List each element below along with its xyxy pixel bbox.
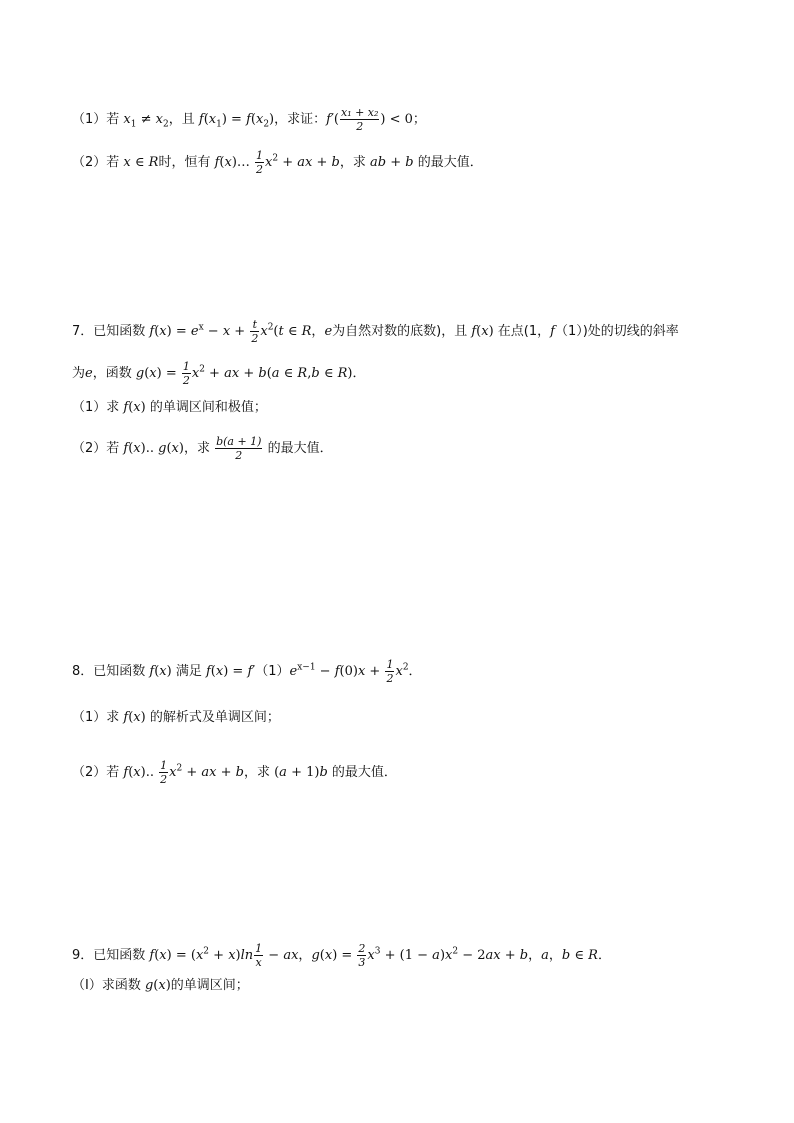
math-symbol: f xyxy=(149,324,155,339)
math-operator: ( xyxy=(333,112,339,127)
math-operator: ) xyxy=(140,710,146,725)
text-run: （Ⅰ）求函数 xyxy=(72,978,145,993)
math-symbol: ax xyxy=(485,948,501,963)
math-symbol: x xyxy=(123,112,131,127)
p7-stem-line2 xyxy=(72,360,365,387)
text-run: ， xyxy=(548,948,562,963)
math-operator: − xyxy=(203,324,223,339)
math-operator: ( xyxy=(274,765,280,780)
math-operator: + (1 − xyxy=(380,948,433,963)
math-symbol: f xyxy=(149,664,155,679)
fraction-denominator: 3 xyxy=(358,956,366,969)
math-symbol: x xyxy=(133,765,141,780)
math-symbol: x xyxy=(208,112,217,127)
math-operator: (0) xyxy=(339,664,358,679)
superscript: 2 xyxy=(267,322,274,333)
math-symbol: g xyxy=(158,441,167,456)
text-run: （2）若 xyxy=(72,155,124,170)
p8-stem xyxy=(72,658,422,685)
p7-stem-line1 xyxy=(72,318,679,345)
math-operator: )… xyxy=(231,155,255,170)
text-run: ， xyxy=(311,324,325,339)
math-symbol: a xyxy=(271,366,280,381)
math-symbol: ax xyxy=(224,366,240,381)
math-symbol: ax xyxy=(201,765,217,780)
math-symbol: x xyxy=(195,948,204,963)
fraction-denominator: 2 xyxy=(160,773,168,786)
math-symbol: R xyxy=(297,366,308,381)
math-operator: ( xyxy=(128,400,134,415)
fraction-denominator: 2 xyxy=(386,672,394,685)
p6-part1 xyxy=(72,106,426,133)
math-operator: ).. xyxy=(140,765,159,780)
math-symbol: e xyxy=(190,324,199,339)
math-symbol: x xyxy=(149,366,157,381)
fraction xyxy=(250,318,259,345)
p9-part1 xyxy=(72,976,249,996)
p7-part1 xyxy=(72,398,267,418)
math-operator: ( xyxy=(128,765,134,780)
fraction-numerator: 1 xyxy=(255,942,263,955)
text-run: ，且 xyxy=(168,112,199,127)
text-run: 在点(1， xyxy=(493,324,551,339)
math-operator: ( xyxy=(153,978,159,993)
math-symbol: x xyxy=(159,948,167,963)
math-operator: ( xyxy=(250,112,256,127)
math-operator: − xyxy=(264,948,284,963)
fraction-denominator: 2 xyxy=(256,163,264,176)
math-symbol: x xyxy=(445,948,453,963)
math-symbol: R xyxy=(301,324,312,339)
fraction-numerator: 1 xyxy=(182,360,190,373)
math-symbol: b xyxy=(331,155,340,170)
math-symbol: x xyxy=(158,978,166,993)
text-run: ，函数 xyxy=(92,366,136,381)
math-operator: ) = xyxy=(156,366,181,381)
fraction-numerator: 1 xyxy=(256,149,264,162)
fraction xyxy=(159,759,168,786)
math-operator: + xyxy=(278,155,298,170)
text-run: 为 xyxy=(72,366,86,381)
math-operator: − xyxy=(315,664,335,679)
fraction xyxy=(254,942,263,969)
math-operator: + xyxy=(204,366,225,381)
math-symbol: a xyxy=(541,948,549,963)
math-symbol: g xyxy=(144,978,154,993)
math-operator: ) xyxy=(439,948,446,963)
math-symbol: x xyxy=(169,765,177,780)
math-symbol: a xyxy=(279,765,287,780)
math-operator: ) xyxy=(178,441,184,456)
math-symbol: x xyxy=(367,948,375,963)
superscript: 2 xyxy=(272,153,279,164)
math-operator: ( xyxy=(128,710,134,725)
superscript: 2 xyxy=(199,364,205,375)
p8-part1 xyxy=(72,708,280,728)
text-run: ； xyxy=(412,112,426,127)
math-symbol: x xyxy=(191,366,200,381)
math-symbol: b xyxy=(405,155,414,170)
math-symbol: g xyxy=(311,948,320,963)
math-symbol: g xyxy=(135,366,145,381)
text-run: 的最大值． xyxy=(263,441,333,456)
math-symbol: t xyxy=(278,324,284,339)
math-symbol: e xyxy=(85,366,93,381)
fraction-denominator: 2 xyxy=(356,120,364,133)
math-symbol: b xyxy=(311,366,320,381)
text-run: ，求证： xyxy=(274,112,327,127)
math-symbol: x xyxy=(133,400,141,415)
math-operator: + xyxy=(209,948,229,963)
superscript: 2 xyxy=(203,946,210,957)
math-symbol: x xyxy=(215,664,224,679)
math-symbol: f xyxy=(205,664,211,679)
math-symbol: e xyxy=(289,664,298,679)
math-symbol: x xyxy=(159,324,167,339)
math-symbol: x xyxy=(222,324,231,339)
math-symbol: ln xyxy=(240,948,254,963)
math-operator: ∈ xyxy=(283,324,302,339)
text-run: 的解析式及单调区间； xyxy=(145,710,280,725)
math-operator: + xyxy=(365,664,385,679)
math-symbol: x xyxy=(228,948,236,963)
text-run: （1）求 xyxy=(72,400,124,415)
math-operator: , xyxy=(307,366,312,381)
math-operator: ( xyxy=(319,948,325,963)
text-run: （1）)处的切线的斜率 xyxy=(554,324,679,339)
subscript: 1 xyxy=(130,119,137,130)
p7-part2 xyxy=(72,435,333,462)
math-symbol: x xyxy=(159,664,167,679)
superscript: x−1 xyxy=(297,662,316,673)
math-operator: ( xyxy=(144,366,150,381)
text-run: 7．已知函数 xyxy=(72,324,150,339)
math-operator: ) xyxy=(488,324,494,339)
p6-part2 xyxy=(72,149,483,176)
math-symbol: x xyxy=(357,664,366,679)
text-run: ． xyxy=(597,948,611,963)
math-symbol: R xyxy=(337,366,348,381)
math-operator: ) xyxy=(235,948,241,963)
math-symbol: x xyxy=(171,441,179,456)
math-operator: ) xyxy=(140,400,146,415)
math-symbol: x xyxy=(324,948,333,963)
math-symbol: x xyxy=(395,664,403,679)
fraction-numerator: 2 xyxy=(358,942,366,955)
math-operator: ( xyxy=(219,155,225,170)
math-operator: + xyxy=(312,155,332,170)
math-symbol: R xyxy=(148,155,159,170)
math-symbol: x xyxy=(481,324,489,339)
text-run: 的最大值． xyxy=(413,155,483,170)
text-run: （1）若 xyxy=(72,112,124,127)
math-operator: ) = xyxy=(221,112,247,127)
fraction xyxy=(340,106,379,133)
math-symbol: f xyxy=(198,112,204,127)
math-operator: ) = xyxy=(332,948,357,963)
superscript: 2 xyxy=(176,763,183,774)
math-symbol: f′ xyxy=(247,664,256,679)
math-symbol: f xyxy=(550,324,555,339)
math-symbol: b xyxy=(519,948,529,963)
p8-part2 xyxy=(72,759,397,786)
math-symbol: f xyxy=(123,710,129,725)
math-operator: ∈ xyxy=(279,366,298,381)
math-operator: ) xyxy=(347,366,353,381)
text-run: （1） xyxy=(255,664,290,679)
math-operator: ( xyxy=(154,664,160,679)
math-symbol: x xyxy=(265,155,273,170)
math-operator: ( xyxy=(154,324,160,339)
math-symbol: b xyxy=(319,765,328,780)
fraction-denominator: 2 xyxy=(235,449,243,462)
math-operator: ( xyxy=(154,948,160,963)
math-symbol: R xyxy=(588,948,598,963)
math-symbol: b xyxy=(561,948,571,963)
fraction-numerator: 1 xyxy=(160,759,168,772)
math-operator: ).. xyxy=(140,441,159,456)
text-run: ． xyxy=(408,664,422,679)
text-run: 为自然对数的底数)，且 xyxy=(332,324,472,339)
math-operator: ( xyxy=(166,441,172,456)
math-symbol: x xyxy=(224,155,232,170)
fraction-numerator: b(a + 1) xyxy=(216,435,262,448)
math-operator: ( xyxy=(273,324,279,339)
math-symbol: f xyxy=(471,324,477,339)
math-operator: ( xyxy=(266,366,272,381)
fraction-denominator: 2 xyxy=(251,332,259,345)
fraction-denominator: x xyxy=(255,956,262,969)
math-operator: ) xyxy=(165,978,171,993)
math-symbol: x xyxy=(123,155,131,170)
math-operator: ∈ xyxy=(319,366,338,381)
math-symbol: x xyxy=(133,710,141,725)
math-operator: − 2 xyxy=(458,948,486,963)
math-symbol: a xyxy=(432,948,440,963)
fraction xyxy=(385,658,394,685)
text-run: ，求 xyxy=(339,155,371,170)
math-symbol: e xyxy=(324,324,333,339)
math-operator: ( xyxy=(203,112,209,127)
math-operator: ∈ xyxy=(130,155,149,170)
math-symbol: ax xyxy=(297,155,313,170)
math-symbol: b xyxy=(258,366,267,381)
math-symbol: ab xyxy=(370,155,387,170)
math-symbol: f xyxy=(123,765,129,780)
math-symbol: x xyxy=(255,112,264,127)
fraction-numerator: 1 xyxy=(386,658,394,671)
math-symbol: f xyxy=(123,441,129,456)
math-symbol: x xyxy=(155,112,163,127)
math-symbol: ax xyxy=(283,948,299,963)
math-symbol: x xyxy=(133,441,141,456)
fraction xyxy=(255,149,264,176)
text-run: ， xyxy=(528,948,542,963)
fraction-numerator: t xyxy=(250,318,259,332)
math-operator: ) xyxy=(269,112,275,127)
fraction xyxy=(182,360,191,387)
math-symbol: f xyxy=(246,112,251,127)
text-run: 满足 xyxy=(171,664,206,679)
text-run: ． xyxy=(352,366,366,381)
p9-stem xyxy=(72,942,611,969)
superscript: 3 xyxy=(374,946,381,957)
math-operator: ( xyxy=(128,441,134,456)
math-operator: + xyxy=(230,324,250,339)
text-run: 的单调区间和极值； xyxy=(145,400,267,415)
text-run: 的单调区间； xyxy=(170,978,249,993)
math-operator: ∈ xyxy=(570,948,589,963)
text-run: 的最大值． xyxy=(327,765,397,780)
fraction xyxy=(357,942,366,969)
text-run: （2）若 xyxy=(72,765,124,780)
math-operator: ) = xyxy=(223,664,248,679)
superscript: 2 xyxy=(452,946,459,957)
subscript: 2 xyxy=(263,119,270,130)
math-symbol: f xyxy=(214,155,220,170)
math-symbol: f xyxy=(123,400,129,415)
fraction-numerator: x₁ + x₂ xyxy=(340,106,379,119)
math-operator: + xyxy=(500,948,520,963)
math-operator: + 1) xyxy=(286,765,320,780)
superscript: x xyxy=(198,322,204,333)
math-operator: + xyxy=(182,765,202,780)
subscript: 2 xyxy=(163,119,169,130)
fraction-denominator: 2 xyxy=(182,374,190,387)
math-operator: ( xyxy=(210,664,216,679)
text-run: 9．已知函数 xyxy=(72,948,150,963)
text-run: ，求 xyxy=(243,765,275,780)
subscript: 1 xyxy=(216,119,222,130)
math-operator: ( xyxy=(476,324,482,339)
math-operator: ) = xyxy=(166,324,191,339)
superscript: 2 xyxy=(402,662,409,673)
math-operator: + xyxy=(216,765,236,780)
math-symbol: f xyxy=(149,948,155,963)
text-run: （2）若 xyxy=(72,441,124,456)
math-symbol: x xyxy=(260,324,268,339)
math-symbol: b xyxy=(235,765,244,780)
math-operator: + xyxy=(386,155,406,170)
math-operator: ) xyxy=(166,664,172,679)
math-symbol: f xyxy=(334,664,340,679)
text-run: 8．已知函数 xyxy=(72,664,150,679)
text-run: ，求 xyxy=(183,441,215,456)
text-run: （1）求 xyxy=(72,710,124,725)
math-symbol: f′ xyxy=(326,112,334,127)
math-operator: ) = ( xyxy=(166,948,196,963)
math-operator: ≠ xyxy=(136,112,156,127)
fraction xyxy=(215,435,262,462)
text-run: ， xyxy=(298,948,312,963)
text-run: 时，恒有 xyxy=(158,155,215,170)
math-operator: + xyxy=(239,366,259,381)
math-operator: ) < 0 xyxy=(380,112,413,127)
